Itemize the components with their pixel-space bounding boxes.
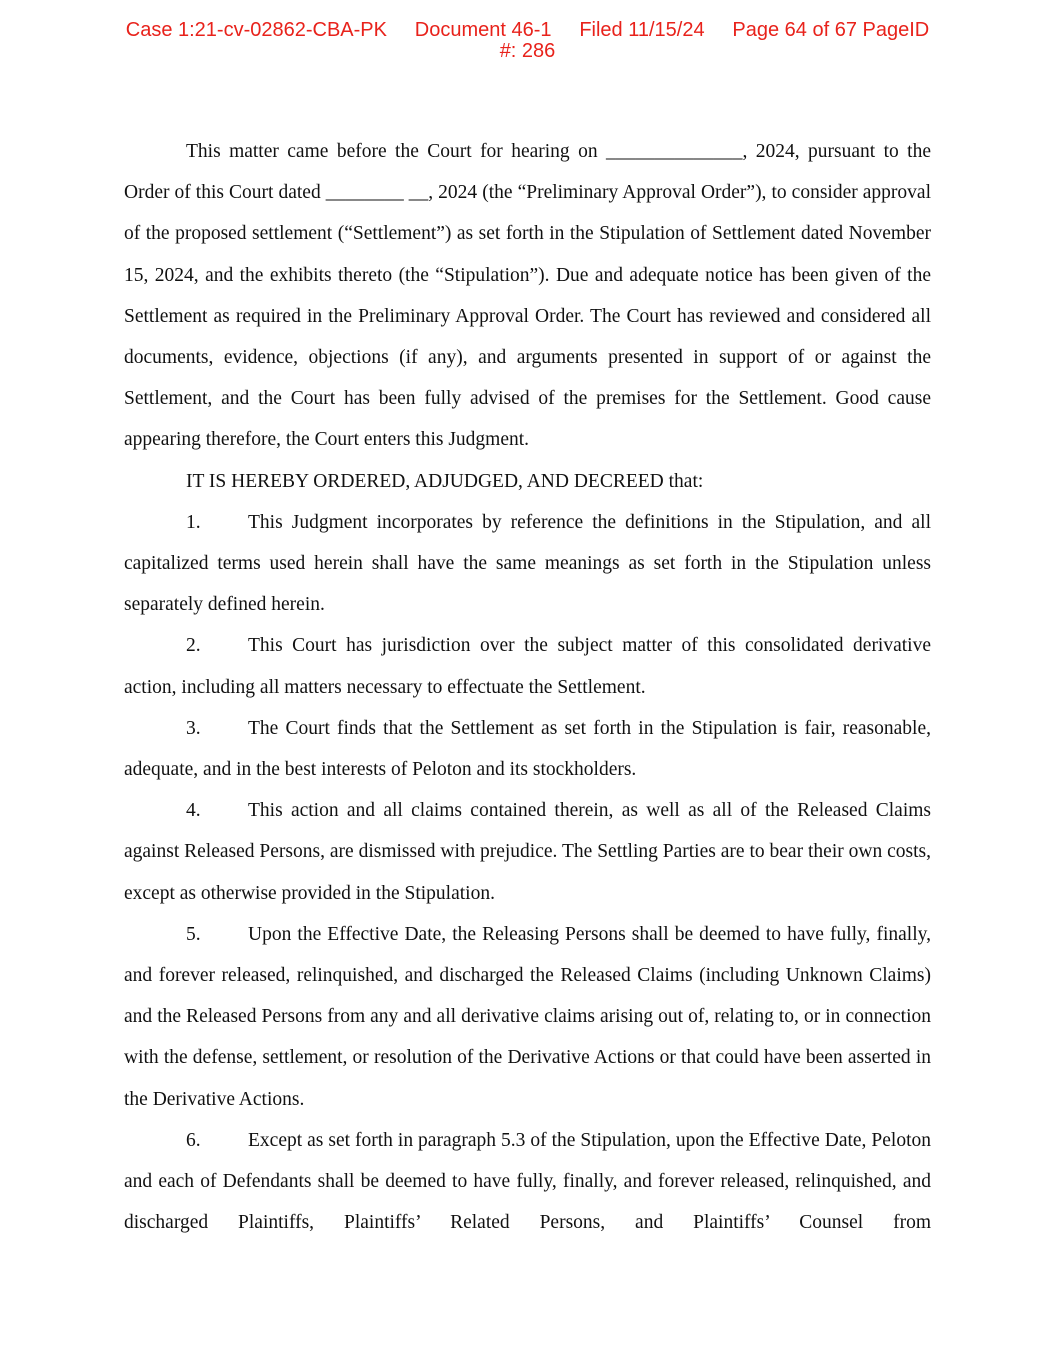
numbered-paragraph [124,914,931,1120]
numbered-paragraph [124,625,931,707]
numbered-paragraph [124,708,931,790]
ordered-heading: IT IS HEREBY ORDERED, ADJUDGED, AND DECREED that: [186,470,704,492]
page-id: #: 286 [499,40,556,62]
court-filing-header [0,20,1055,62]
paragraph-number: 3. [186,717,201,739]
paragraph-text: This action and all claims contained therein, as well as all of the Released Claims against Released Persons, are dismissed with prejudice. The Settling Parties are to bear their own costs, except as otherwise provided in the Stipulation. [124,800,931,904]
numbered-paragraph [124,1120,931,1244]
document-body [124,131,931,1243]
paragraph-text: This Court has jurisdiction over the subject matter of this consolidated derivative action, including all matters necessary to effectuate the Settlement. [124,635,931,698]
filing-stamp-line [0,20,1055,41]
intro-paragraph: This matter came before the Court for hearing on ______________, 2024, pursuant to the Order of this Court dated ________ __, 2024 (the “Preliminary Approval Order”), to consider approval of the proposed settlement (“Settlement”) as set forth in the Stipulation of Settlement dated November 15, 2024, and the exhibits thereto (the “Stipulation”). Due and adequate notice has been given of the Settlement as required in the Preliminary Approval Order. The Court has reviewed and considered all documents, evidence, objections (if any), and arguments presented in support of or against the Settlement, and the Court has been fully advised of the premises for the Settlement. Good cause appearing therefore, the Court enters this Judgment. [124,141,931,451]
paragraph-number: 1. [186,511,201,533]
page-number: Page 64 of 67 PageID [732,19,930,41]
paragraph-text: This Judgment incorporates by reference the definitions in the Stipulation, and all capitalized terms used herein shall have the same meanings as set forth in the Stipulation unless separately defined herein. [124,511,931,616]
case-number: Case 1:21-cv-02862-CBA-PK [125,19,387,41]
paragraph-number: 2. [186,635,201,657]
paragraph-number: 6. [186,1129,201,1151]
paragraph-text: The Court finds that the Settlement as set forth in the Stipulation is fair, reasonable, adequate, and in the best interests of Peloton and its stockholders. [124,717,931,781]
paragraph-number: 5. [186,923,201,945]
paragraph-number: 4. [186,800,201,822]
paragraph-text: Except as set forth in paragraph 5.3 of the Stipulation, upon the Effective Date, Peloton and each of Defendants shall be deemed to have fully, finally, and forever released, relinquished, and discharged Plaintiffs, Plaintiffs’ Related Persons, and Plaintiffs’ Counsel from [124,1129,931,1234]
numbered-paragraph [124,502,931,626]
paragraph-text: Upon the Effective Date, the Releasing Persons shall be deemed to have fully, finally, and forever released, relinquished, and discharged the Released Claims (including Unknown Claims) and the Released Persons from any and all derivative claims arising out of, relating to, or in connection with the defense, settlement, or resolution of the Derivative Actions or that could have been asserted in the Derivative Actions. [124,923,931,1110]
filed-date: Filed 11/15/24 [579,19,705,41]
numbered-paragraph [124,790,931,914]
document-number: Document 46-1 [414,19,552,41]
